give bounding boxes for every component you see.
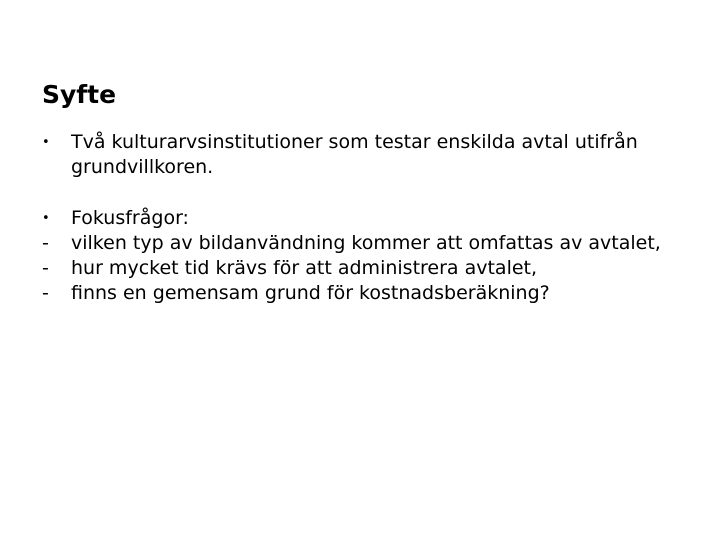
dash-marker: - — [42, 282, 49, 304]
slide-body — [42, 130, 692, 306]
dash-item — [42, 256, 692, 281]
bullet-text: Två kulturarvsinstitutioner som testar enskilda avtal utifrån grundvillkoren. — [71, 131, 638, 178]
bullet-marker: • — [42, 135, 50, 150]
dash-text: finns en gemensam grund för kostnadsberäkning? — [71, 282, 550, 304]
dash-marker: - — [42, 257, 49, 279]
bullet-marker: • — [42, 211, 50, 226]
dash-text: vilken typ av bildanvändning kommer att omfattas av avtalet, — [71, 232, 661, 254]
dash-item — [42, 281, 692, 306]
spacer — [42, 180, 692, 206]
bullet-item — [42, 130, 692, 180]
slide-title: Syfte — [42, 80, 117, 109]
bullet-text: Fokusfrågor: — [71, 207, 189, 229]
dash-marker: - — [42, 232, 49, 254]
dash-text: hur mycket tid krävs för att administrera avtalet, — [71, 257, 538, 279]
bullet-item — [42, 206, 692, 231]
dash-item — [42, 231, 692, 256]
